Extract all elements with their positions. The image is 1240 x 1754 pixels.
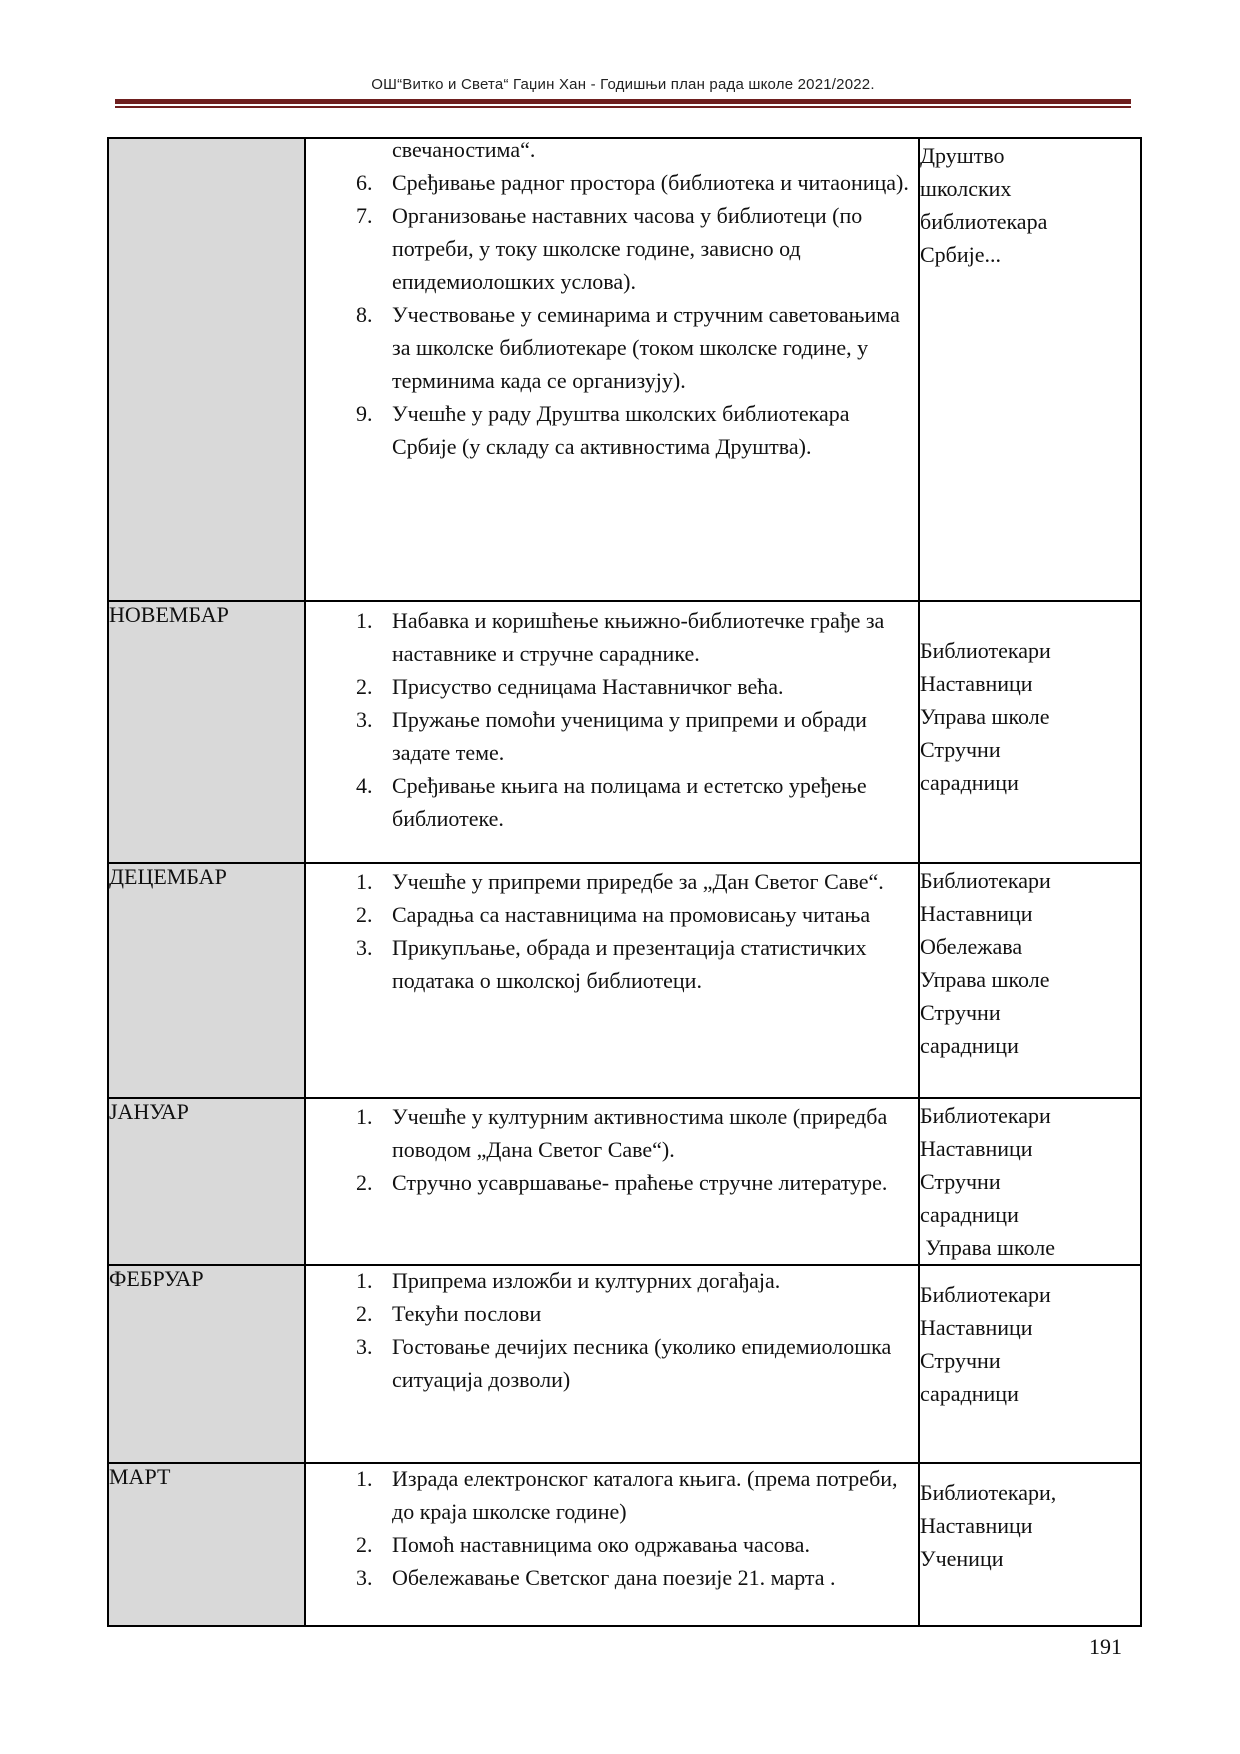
- month-cell: [108, 138, 305, 601]
- table-row: [108, 1463, 1141, 1626]
- responsible-line: школских: [920, 176, 1012, 201]
- responsible-line: Наставници: [920, 671, 1033, 696]
- responsible-cell: [919, 1463, 1141, 1626]
- list-item: 2. Стручно усавршавање- праћење стручне литературе.: [356, 1170, 888, 1195]
- page-number: 191: [1089, 1634, 1122, 1659]
- month-cell: ЈАНУАР: [108, 1098, 305, 1265]
- responsible-line: Стручни: [920, 1348, 1001, 1373]
- responsible-line: Управа школе: [920, 1235, 1056, 1260]
- list-item: 1. Учешће у припреми приредбе за „Дан Светог Саве“.: [356, 869, 884, 894]
- month-cell: НОВЕМБАР: [108, 601, 305, 863]
- activities-list: [306, 1462, 918, 1594]
- responsible-cell: [919, 601, 1141, 863]
- responsible-line: Обележава: [920, 934, 1023, 959]
- responsible-line: Ученици: [920, 1546, 1004, 1571]
- month-cell: МАРТ: [108, 1463, 305, 1626]
- table-row: [108, 1098, 1141, 1265]
- activity-plan-table: [107, 137, 1142, 1627]
- responsible-line: Стручни: [920, 1000, 1001, 1025]
- responsible-line: библиотекара: [920, 209, 1048, 234]
- month-cell: ДЕЦЕМБАР: [108, 863, 305, 1098]
- activities-cell: [305, 138, 919, 601]
- table-row: [108, 863, 1141, 1098]
- list-item: 8. Учествовање у семинарима и стручним саветовањима за школске библиотекаре (током школске године, у терминима када се организују).: [356, 302, 900, 393]
- responsible-line: Наставници: [920, 901, 1033, 926]
- activities-cell: [305, 1463, 919, 1626]
- list-item: 1. Учешће у културним активностима школе (приредба поводом „Дана Светог Саве“).: [356, 1104, 888, 1162]
- responsible-cell: [919, 138, 1141, 601]
- list-item: 3. Пружање помоћи ученицима у припреми и обради задате теме.: [356, 707, 867, 765]
- activities-cell: [305, 601, 919, 863]
- activities-list: [306, 1100, 918, 1199]
- responsible-line: Библиотекари: [920, 1103, 1051, 1128]
- responsible-line: Наставници: [920, 1315, 1033, 1340]
- activities-cell: [305, 1098, 919, 1265]
- list-item: 9. Учешће у раду Друштва школских библиотекара Србије (у складу са активностима Друштва).: [356, 401, 850, 459]
- responsible-line: сарадници: [920, 770, 1019, 795]
- list-item: 1. Израда електронског каталога књига. (према потреби, до краја школске године): [356, 1466, 898, 1524]
- list-item: 2. Присуство седницама Наставничког већа.: [356, 674, 784, 699]
- document-header: ОШ“Витко и Света“ Гаџин Хан - Годишњи план рада школе 2021/2022.: [371, 76, 875, 93]
- list-item: 2. Текући послови: [356, 1301, 542, 1326]
- list-item: 2. Помоћ наставницима око одржавања часова.: [356, 1532, 810, 1557]
- table-row: [108, 601, 1141, 863]
- list-item: 6. Сређивање радног простора (библиотека и читаоница).: [356, 170, 909, 195]
- month-cell: ФЕБРУАР: [108, 1265, 305, 1463]
- responsible-line: Библиотекари,: [920, 1480, 1057, 1505]
- responsible-line: сарадници: [920, 1033, 1019, 1058]
- activities-cell: [305, 863, 919, 1098]
- activities-list: [306, 604, 918, 835]
- list-item: 4. Сређивање књига на полицама и естетско уређење библиотеке.: [356, 773, 867, 831]
- list-item: 1. Припрема изложби и културних догађаја.: [356, 1268, 781, 1293]
- list-item: 2. Сарадња са наставницима на промовисању читања: [356, 902, 871, 927]
- responsible-line: Библиотекари: [920, 638, 1051, 663]
- responsible-cell: [919, 863, 1141, 1098]
- responsible-line: Библиотекари: [920, 868, 1051, 893]
- activities-list: [306, 865, 918, 997]
- activities-cell: [305, 1265, 919, 1463]
- responsible-line: Стручни: [920, 737, 1001, 762]
- responsible-line: сарадници: [920, 1381, 1019, 1406]
- responsible-line: Стручни: [920, 1169, 1001, 1194]
- activities-list: [306, 166, 918, 463]
- responsible-line: Управа школе: [920, 967, 1050, 992]
- list-item: 3. Прикупљање, обрада и презентација статистичких података о школској библиотеци.: [356, 935, 867, 993]
- responsible-cell: [919, 1098, 1141, 1265]
- responsible-line: Управа школе: [920, 704, 1050, 729]
- list-item: 1. Набавка и коришћење књижно-библиотечке грађе за наставнике и стручне сараднике.: [356, 608, 885, 666]
- responsible-line: Друштво: [920, 143, 1005, 168]
- responsible-line: Библиотекари: [920, 1282, 1051, 1307]
- header-rule-thick: [115, 99, 1131, 104]
- table-row: [108, 1265, 1141, 1463]
- header-rule-thin: [115, 106, 1131, 108]
- continued-text: свечаностима“.: [392, 137, 536, 162]
- list-item: 3. Гостовање дечијих песника (уколико епидемиолошка ситуација дозволи): [356, 1334, 892, 1392]
- responsible-line: сарадници: [920, 1202, 1019, 1227]
- list-item: 3. Обележавање Светског дана поезије 21. марта .: [356, 1565, 836, 1590]
- responsible-line: Наставници: [920, 1136, 1033, 1161]
- responsible-cell: [919, 1265, 1141, 1463]
- table-row: [108, 138, 1141, 601]
- activities-list: [306, 1264, 918, 1396]
- responsible-line: Србије...: [920, 242, 1002, 267]
- list-item: 7. Организовање наставних часова у библиотеци (по потреби, у току школске године, зависно од епидемиолошких услова).: [356, 203, 863, 294]
- responsible-line: Наставници: [920, 1513, 1033, 1538]
